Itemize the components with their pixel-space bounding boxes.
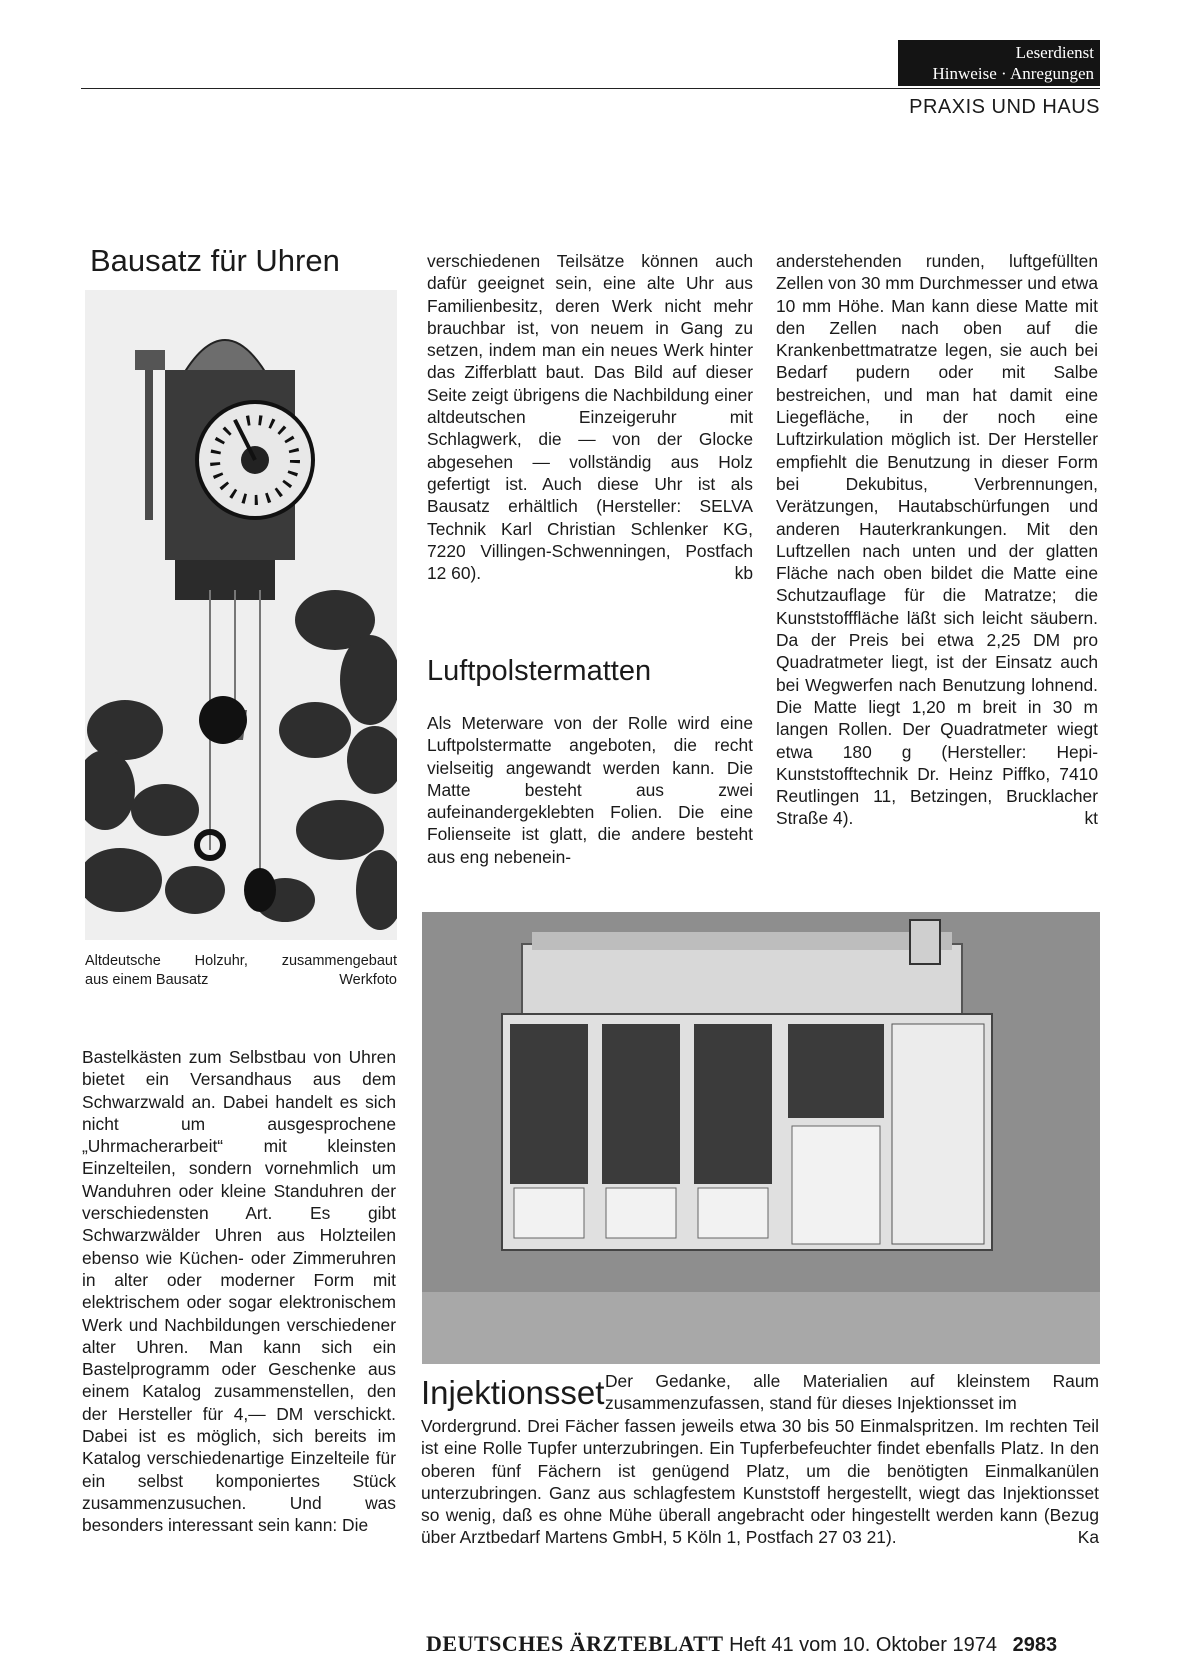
injection-set-illustration	[422, 912, 1100, 1364]
clock-illustration	[85, 290, 397, 940]
clock-caption	[85, 952, 397, 990]
magazine-name: DEUTSCHES ÄRZTEBLATT	[426, 1631, 724, 1656]
header-rule	[81, 88, 1100, 89]
page-number: 2983	[1012, 1634, 1058, 1656]
inj-signature: Ka	[1077, 1527, 1099, 1548]
caption-line-1: Altdeutsche Holzuhr, zusammengebaut	[85, 953, 397, 969]
article-title-luft: Luftpolstermatten	[427, 655, 652, 687]
inj-paragraph-1: Der Gedanke, alle Materialien auf kleinstem Raum zusammenzufassen, stand für dieses Injektionsset im	[605, 1371, 1099, 1414]
injection-set-photo	[422, 912, 1100, 1364]
luft-body-2	[776, 250, 1098, 830]
luft-paragraph-2: anderstehenden runden, luftgefüllten Zellen von 30 mm Durchmesser und etwa 10 mm Höhe. Man kann diese Matte mit den Zellen nach oben auf die Krankenbettmatratze legen, sie auch bei Bedarf pudern oder mit Salbe bestreichen, und man hat damit eine Liegefläche, in der noch eine Luftzirkulation möglich ist. Der Hersteller empfiehlt die Benutzung in dieser Form bei Dekubitus, Verbrennungen, Verätzungen, Hautabschürfungen und anderen Hauterkrankungen. Mit den Luftzellen nach unten und der glatten Fläche nach oben bildet die Matte eine Schutzauflage für die Matratze; die Kunststofffläche läßt sich leicht säubern. Da der Preis bei etwa 2,25 DM pro Quadratmeter liegt, ist der Einsatz auch bei Wegwerfen nach Benutzung lohnend. Die Matte liegt 1,20 m breit in 30 m langen Rollen. Der Quadratmeter wiegt etwa 180 g (Hersteller: Hepi-Kunststofftechnik Dr. Heinz Piffko, 7410 Reutlingen 11, Betzingen, Brucklacher Straße 4).	[776, 251, 1098, 829]
clock-photo	[85, 290, 397, 940]
inj-body-1	[605, 1370, 1099, 1415]
uhren-signature: kb	[734, 563, 753, 584]
inj-body-2	[421, 1415, 1099, 1549]
badge-line-1: Leserdienst	[1015, 43, 1094, 62]
uhren-paragraph-1: Bastelkästen zum Selbstbau von Uhren bietet ein Versandhaus aus dem Schwarzwald an. Dabei handelt es sich nicht um ausgesprochene „Uhrmacherarbeit“ mit kleinsten Einzelteilen, sondern vornehmlich um Wanduhren oder kleine Standuhren der verschiedensten Art. Es gibt Schwarzwälder Uhren aus Holzteilen ebenso wie Küchen- oder Zimmeruhren in alter oder moderner Form mit elektrischem oder sogar elektronischem Werk und Nachbildungen verschiedener alter Uhren. Man kann sich ein Bastelprogramm oder Geschenke aus einem Katalog zusammenstellen, den der Hersteller für 4,— DM verschickt. Dabei ist es möglich, sich bereits im Katalog verschiedenartige Einzelteile für ein selbst komponiertes Stück zusammenzusuchen. Und was besonders interessant sein kann: Die	[82, 1047, 396, 1536]
section-title: PRAXIS UND HAUS	[909, 96, 1100, 118]
section-badge	[898, 40, 1100, 86]
luft-signature: kt	[1084, 808, 1098, 829]
uhren-body-1	[82, 1046, 396, 1537]
uhren-body-2	[427, 250, 753, 584]
article-title-uhren: Bausatz für Uhren	[90, 243, 340, 278]
uhren-paragraph-2: verschiedenen Teilsätze können auch dafür geeignet sein, eine alte Uhr aus Familienbesitz, deren Werk nicht mehr brauchbar ist, von neuem in Gang zu setzen, indem man ein neues Werk hinter das Zifferblatt baut. Das Bild auf dieser Seite zeigt übrigens die Nachbildung einer altdeutschen Einzeigeruhr mit Schlagwerk, die — von der Glocke abgesehen — vollständig aus Holz gefertigt ist. Auch diese Uhr ist als Bausatz erhältlich (Hersteller: SELVA Technik Karl Christian Schlenker KG, 7220 Villingen-Schwenningen, Postfach 12 60).	[427, 251, 753, 584]
issue-info: Heft 41 vom 10. Oktober 1974	[729, 1634, 998, 1656]
article-title-inj: Injektionsset	[421, 1374, 605, 1411]
luft-body-1	[427, 712, 753, 868]
luft-paragraph-1: Als Meterware von der Rolle wird eine Luftpolstermatte angeboten, die recht vielseitig angewandt werden kann. Die Matte besteht aus zwei aufeinandergeklebten Folien. Die eine Folienseite ist glatt, die andere besteht aus eng nebenein-	[427, 713, 753, 867]
badge-line-2: Hinweise · Anregungen	[932, 64, 1094, 83]
caption-line-2: aus einem Bausatz	[85, 972, 209, 988]
caption-credit: Werkfoto	[339, 972, 397, 988]
inj-paragraph-2: Vordergrund. Drei Fächer fassen jeweils etwa 30 bis 50 Einmalspritzen. Im rechten Teil ist eine Rolle Tupfer unterzubringen. Ein Tupferbefeuchter findet ebenfalls Platz. In den oberen fünf Fächern ist genügend Platz, um die benötigten Einmalkanülen unterzubringen. Ganz aus schlagfestem Kunststoff hergestellt, wiegt das Injektionsset so wenig, daß es ohne Mühe überall angebracht oder hingestellt werden kann (Bezug über Arztbedarf Martens GmbH, 5 Köln 1, Postfach 27 03 21).	[421, 1416, 1099, 1548]
page-footer	[426, 1631, 1057, 1657]
